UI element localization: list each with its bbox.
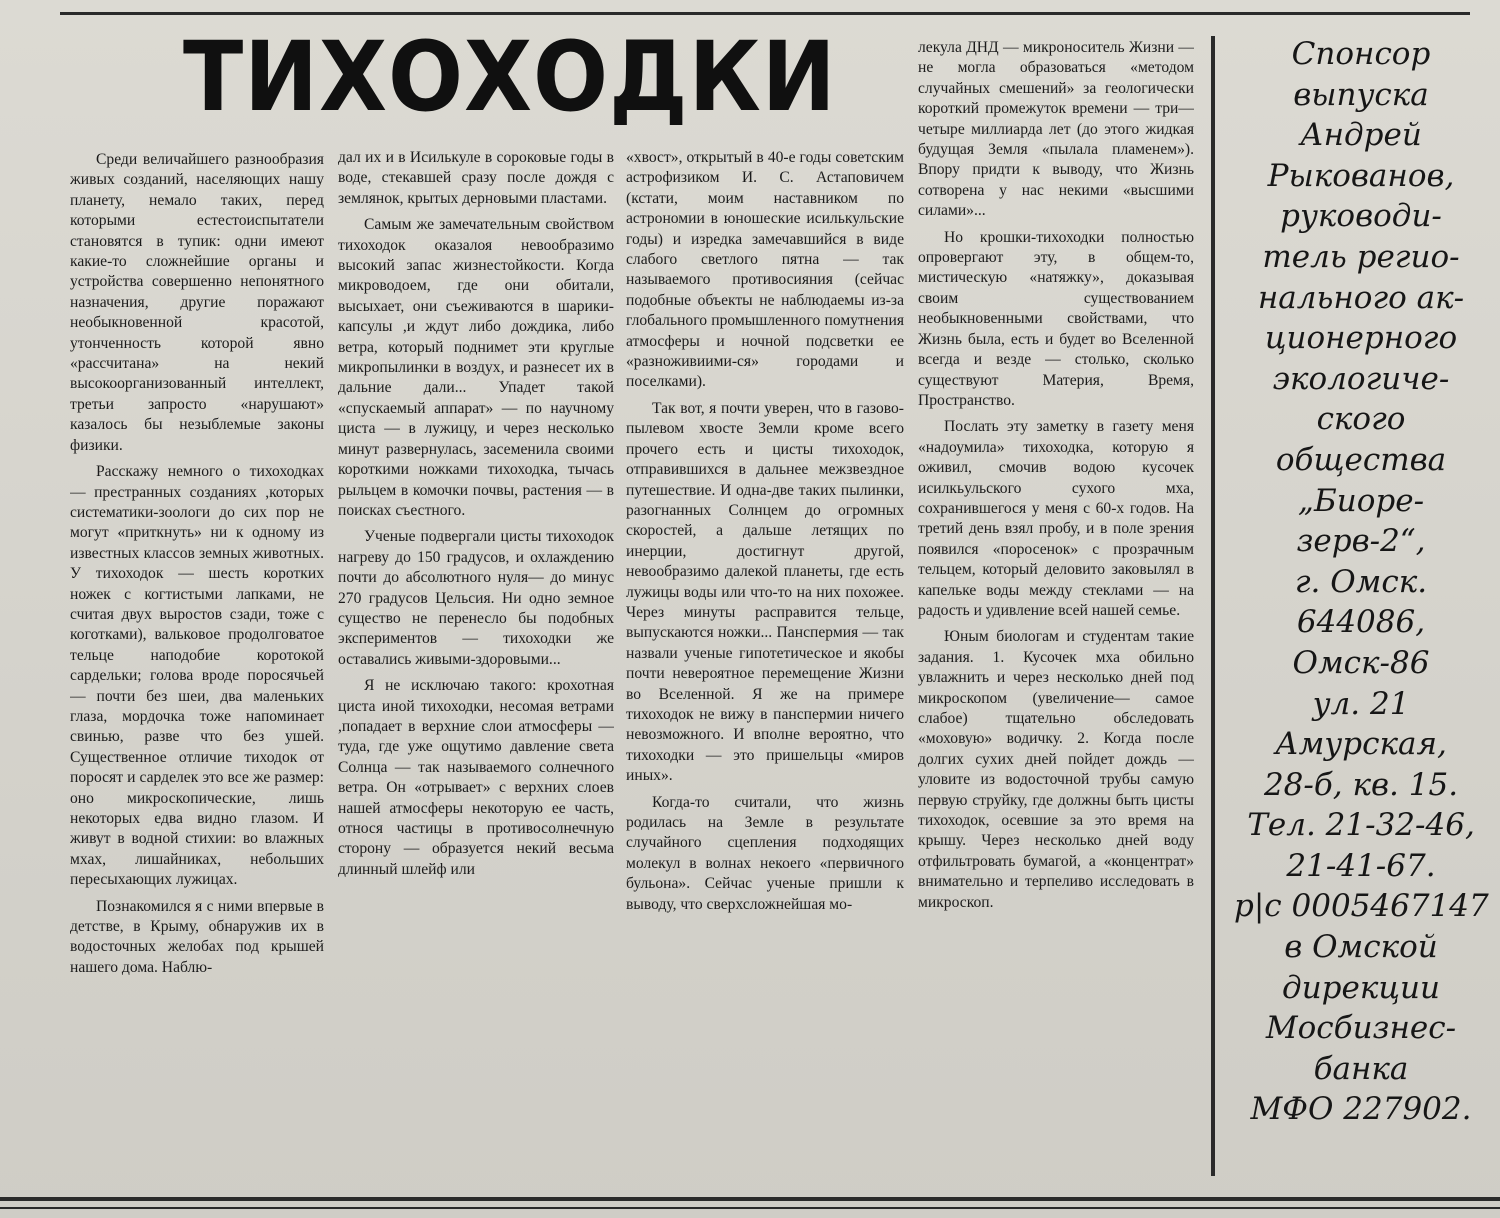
paragraph: дал их и в Исилькуле в сороковые годы в воде, стекавшей сразу после дождя с землянок, крытых дерновыми пластами.	[338, 149, 614, 207]
sponsor-line: Рыкованов,	[1267, 157, 1455, 194]
paragraph: Среди величайшего разнообразия живых созданий, населяющих нашу планету, немало таких, перед которыми естестоиспытатели становятся в тупик: одни имеют какие-то сложнейшие органы и устройства совершенно непонятного назначения, другие поражают необыкновенной красотой, утонченность которой явно «рассчитана» на некий высокоорганизованный интеллект, третьи запросто «нарушают» казалось бы незыблемые законы физики.	[70, 151, 324, 454]
paragraph: Но крошки-тихоходки полностью опровергают эту, в общем-то, мистическую «натяжку», доказывая своим существованием необыкновенными свойствами, что Жизнь была, есть и будет во Вселенной всегда и везде — столько, сколько существуют Материя, Время, Пространство.	[918, 228, 1194, 409]
sponsor-line: в Омской	[1284, 929, 1438, 966]
sponsor-line: МФО 227902.	[1250, 1091, 1472, 1128]
article-column-1	[70, 150, 324, 1195]
sponsor-line: „Биоре-	[1297, 482, 1425, 519]
sponsor-line: 21-41-67.	[1286, 847, 1436, 884]
sponsor-line: 28-б, кв. 15.	[1263, 766, 1459, 803]
sponsor-line: руководи-	[1280, 198, 1442, 235]
sponsor-line: дирекции	[1282, 969, 1440, 1006]
paragraph: Я не исключаю такого: крохотная циста иной тихоходки, несомая ветрами ,попадает в верхние слои атмосферы — туда, где уже ощутимо давление света Солнца — так называемого солнечного ветра. Он «отрывает» с верхних слоев нашей атмосферы некоторую ее часть, относя частицы в противосолнечную сторону — образуется некий весьма длинный шлейф или	[338, 677, 614, 878]
sponsor-line: банка	[1313, 1050, 1409, 1087]
sponsor-line: 644086,	[1296, 604, 1426, 641]
sponsor-line: экологиче-	[1272, 360, 1450, 397]
sponsor-line: Мосбизнес-	[1265, 1010, 1457, 1047]
sponsor-block	[1234, 34, 1488, 1130]
sponsor-line: ского	[1316, 401, 1406, 438]
sponsor-line: Амурская,	[1275, 726, 1447, 763]
article-column-2	[338, 148, 614, 1193]
paragraph: Так вот, я почти уверен, что в газово-пылевом хвосте Земли кроме всего прочего есть и цисты тихоходок, отправившихся в дальнее межзвездное путешествие. И одна-две таких пылинки, разогнанных Солнцем до огромных скоростей, а дальше летящих по инерции, достигнут другой, невообразимо далекой планеты, где есть лужицы воды или что-то на них похожее. Через минуты расправится тельце, выпускаются ножки... Панспермия — так назвали ученые гипотетическое и якобы почти невероятное перемещение Жизни во Вселенной. Я же на примере тихоходок не вижу в панспермии ничего невозможного. И вполне вероятно, что тихоходки — это пришельцы «миров иных».	[626, 399, 904, 785]
paragraph: Познакомился я с ними впервые в детстве, в Крыму, обнаружив их в водосточных желобах под крышей нашего дома. Наблю-	[70, 897, 324, 976]
article-column-4	[918, 38, 1194, 1198]
sponsor-line: тель регио-	[1262, 238, 1460, 275]
sponsor-line: Тел. 21-32-46,	[1247, 807, 1475, 844]
sponsor-line: зерв-2“,	[1296, 523, 1426, 560]
sponsor-line: р|с 0005467147	[1234, 888, 1489, 925]
article-headline: ТИХОХОДКИ	[183, 21, 837, 133]
sponsor-line: Омск-86	[1292, 644, 1430, 681]
sponsor-line: выпуска	[1293, 76, 1429, 113]
bottom-rule-thin	[0, 1207, 1500, 1209]
sponsor-line: Андрей	[1300, 117, 1422, 154]
paragraph: «хвост», открытый в 40-е годы советским астрофизиком И. С. Астаповичем (кстати, моим наставником по астрономии в юношеские исилькульские годы) и изредка замечавшийся в виде слабого светлого пятна — так называемого противосияния (сейчас подобные объекты не наблюдаемы из-за глобального промышленного помутнения атмосферы и ночной подсветки ее «разноживиими-ся» городами и поселками).	[626, 149, 904, 391]
sponsor-line: г. Омск.	[1294, 563, 1428, 600]
paragraph: Самым же замечательным свойством тихоходок оказалоя невообразимо высокий запас жизнестойкости. Когда микроводоем, где они обитали, высыхает, они съеживаются в шарики-капсулы ,и ждут либо дождика, либо ветра, который поднимет эти круглые микропылинки в воздух, и разнесет их в дальние дали... Упадет такой «спускаемый аппарат» — по научному циста — в лужицу, и через несколько минут развернулась, засеменила своими короткими ножками тихоходка, тычась рыльцем в комочки почвы, растения — в поисках съестного.	[338, 216, 614, 519]
paragraph: Когда-то считали, что жизнь родилась на Земле в результате случайного сцепления подходящих молекул в волнах некоего «первичного бульона». Сейчас ученые пришли к выводу, что сверхсложнейшая мо-	[626, 793, 904, 913]
paragraph: Послать эту заметку в газету меня «надоумила» тихоходка, которую я оживил, смочив водою кусочек исилкьульского сухого мха, сохранившегося у меня с 60-х годов. На третий день взял пробу, и в поле зрения появился «поросенок» с прозрачным тельцем, который деловито заковылял в капельке воды между стеклами — на радость и удивление всей нашей семье.	[918, 418, 1194, 619]
sponsor-line: нального ак-	[1257, 279, 1465, 316]
paragraph: Ученые подвергали цисты тихоходок нагреву до 150 градусов, и охлаждению почти до абсолютного нуля— до минус 270 градусов Цельсия. Ни одно земное существо не перенесло бы подобных экспериментов — тихоходки же оставались живыми-здоровыми...	[338, 528, 614, 668]
paragraph: лекула ДНД — микроноситель Жизни — не могла образоваться «методом случайных смешений» за геологически короткий промежуток времени — три—четыре миллиарда лет (до этого жидкая будущая Земля «пылала пламенем»). Впору придти к выводу, что Жизнь сотворена у нас некими «высшими силами»...	[918, 39, 1194, 220]
article-column-3	[626, 148, 904, 1193]
sponsor-line: ул. 21	[1312, 685, 1410, 722]
bottom-rule	[0, 1197, 1500, 1201]
column-divider	[1211, 36, 1215, 1176]
paragraph: Юным биологам и студентам такие задания. 1. Кусочек мха обильно увлажнить и через несколько дней под микроскопом (увеличение— самое слабое) тщательно обследовать «моховую» водичку. 2. Когда после долгих сухих дней пойдет дождь — уловите из водосточной трубы самую первую струйку, где должны быть цисты тихоходок, осевшие за это время на крышу. Через несколько дней воду отфильтровать бумагой, а «концентрат» внимательно и терпеливо исследовать в микроскоп.	[918, 628, 1194, 911]
sponsor-line: ционерного	[1264, 320, 1458, 357]
paragraph: Расскажу немного о тихоходках — престранных созданиях ,которых систематики-зоологи до сих пор не могут «приткнуть» ни к одному из известных классов земных животных. У тихоходок — шесть коротких ножек с когтистыми лапками, не считая двух выростов сзади, тоже с коготками), вальковое продолговатое тельце наподобие коротокой сардельки; голова вроде поросячьей — почти без шеи, два маленьких глаза, мордочка тоже напоминает свинью, разве что без ушей. Существенное отличие тиходок от поросят и сарделек это все же размер: оно микроскопические, лишь некоторых едва видно глазом. И живут в водной стихии: во влажных мхах, лишайниках, небольших пересыхающих лужицах.	[70, 463, 324, 889]
top-rule	[60, 12, 1470, 15]
sponsor-line: Спонсор	[1291, 36, 1431, 72]
sponsor-line: общества	[1275, 441, 1447, 478]
